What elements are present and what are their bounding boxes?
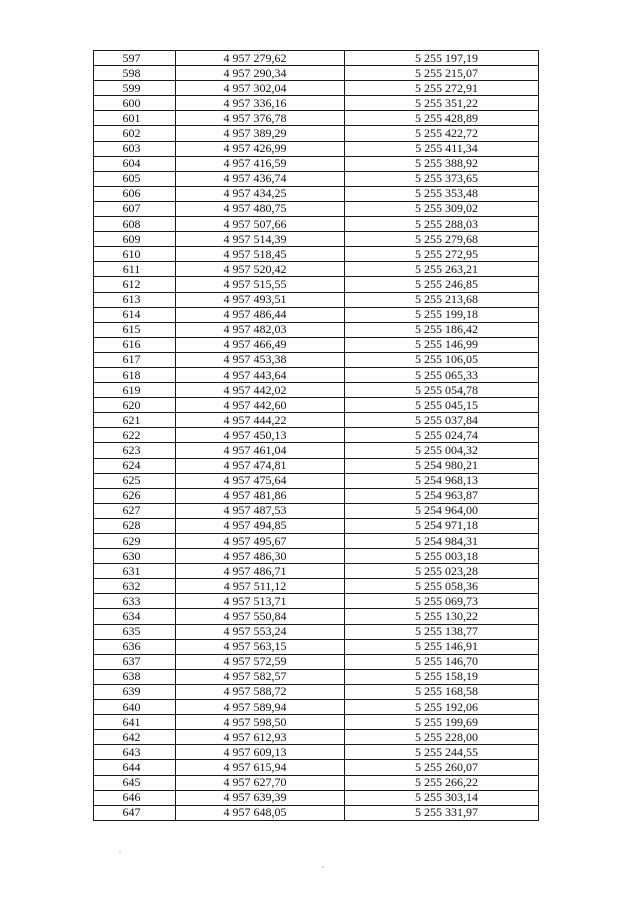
table-row — [94, 730, 539, 745]
point-number-cell: 625 — [94, 473, 176, 488]
point-number-cell: 639 — [94, 684, 176, 699]
y-coordinate-cell: 5 255 411,34 — [345, 141, 539, 156]
x-coordinate-cell: 4 957 486,71 — [176, 564, 345, 579]
table-row — [94, 715, 539, 730]
point-number-cell: 637 — [94, 654, 176, 669]
x-coordinate-cell: 4 957 627,70 — [176, 775, 345, 790]
x-coordinate-cell: 4 957 443,64 — [176, 367, 345, 382]
x-coordinate-cell: 4 957 376,78 — [176, 111, 345, 126]
x-coordinate-cell: 4 957 553,24 — [176, 624, 345, 639]
table-row — [94, 51, 539, 66]
x-coordinate-cell: 4 957 615,94 — [176, 760, 345, 775]
y-coordinate-cell: 5 254 971,18 — [345, 518, 539, 533]
table-row — [94, 111, 539, 126]
y-coordinate-cell: 5 255 373,65 — [345, 171, 539, 186]
table-row — [94, 201, 539, 216]
point-number-cell: 645 — [94, 775, 176, 790]
table-row — [94, 549, 539, 564]
point-number-cell: 628 — [94, 518, 176, 533]
table-row — [94, 518, 539, 533]
x-coordinate-cell: 4 957 486,44 — [176, 307, 345, 322]
point-number-cell: 634 — [94, 609, 176, 624]
table-row — [94, 352, 539, 367]
point-number-cell: 598 — [94, 66, 176, 81]
x-coordinate-cell: 4 957 648,05 — [176, 805, 345, 820]
x-coordinate-cell: 4 957 511,12 — [176, 579, 345, 594]
table-row — [94, 473, 539, 488]
point-number-cell: 636 — [94, 639, 176, 654]
table-row — [94, 564, 539, 579]
table-row — [94, 383, 539, 398]
y-coordinate-cell: 5 255 069,73 — [345, 594, 539, 609]
y-coordinate-cell: 5 255 054,78 — [345, 383, 539, 398]
y-coordinate-cell: 5 255 192,06 — [345, 700, 539, 715]
x-coordinate-cell: 4 957 494,85 — [176, 518, 345, 533]
x-coordinate-cell: 4 957 514,39 — [176, 232, 345, 247]
point-number-cell: 616 — [94, 337, 176, 352]
y-coordinate-cell: 5 255 215,07 — [345, 66, 539, 81]
table-row — [94, 247, 539, 262]
x-coordinate-cell: 4 957 453,38 — [176, 352, 345, 367]
table-row — [94, 428, 539, 443]
x-coordinate-cell: 4 957 550,84 — [176, 609, 345, 624]
table-row — [94, 684, 539, 699]
point-number-cell: 617 — [94, 352, 176, 367]
y-coordinate-cell: 5 255 266,22 — [345, 775, 539, 790]
y-coordinate-cell: 5 255 158,19 — [345, 669, 539, 684]
table-row — [94, 66, 539, 81]
point-number-cell: 641 — [94, 715, 176, 730]
y-coordinate-cell: 5 255 045,15 — [345, 398, 539, 413]
point-number-cell: 624 — [94, 458, 176, 473]
y-coordinate-cell: 5 255 244,55 — [345, 745, 539, 760]
table-row — [94, 775, 539, 790]
x-coordinate-cell: 4 957 520,42 — [176, 262, 345, 277]
point-number-cell: 600 — [94, 96, 176, 111]
x-coordinate-cell: 4 957 495,67 — [176, 534, 345, 549]
x-coordinate-cell: 4 957 487,53 — [176, 503, 345, 518]
y-coordinate-cell: 5 255 004,32 — [345, 443, 539, 458]
y-coordinate-cell: 5 255 303,14 — [345, 790, 539, 805]
table-row — [94, 398, 539, 413]
point-number-cell: 629 — [94, 534, 176, 549]
x-coordinate-cell: 4 957 434,25 — [176, 186, 345, 201]
table-row — [94, 156, 539, 171]
table-row — [94, 790, 539, 805]
point-number-cell: 621 — [94, 413, 176, 428]
table-row — [94, 624, 539, 639]
point-number-cell: 618 — [94, 367, 176, 382]
y-coordinate-cell: 5 255 422,72 — [345, 126, 539, 141]
y-coordinate-cell: 5 255 428,89 — [345, 111, 539, 126]
x-coordinate-cell: 4 957 444,22 — [176, 413, 345, 428]
x-coordinate-cell: 4 957 416,59 — [176, 156, 345, 171]
y-coordinate-cell: 5 255 058,36 — [345, 579, 539, 594]
table-row — [94, 700, 539, 715]
point-number-cell: 632 — [94, 579, 176, 594]
y-coordinate-cell: 5 254 968,13 — [345, 473, 539, 488]
y-coordinate-cell: 5 255 288,03 — [345, 217, 539, 232]
x-coordinate-cell: 4 957 589,94 — [176, 700, 345, 715]
point-number-cell: 612 — [94, 277, 176, 292]
point-number-cell: 611 — [94, 262, 176, 277]
x-coordinate-cell: 4 957 336,16 — [176, 96, 345, 111]
y-coordinate-cell: 5 254 980,21 — [345, 458, 539, 473]
x-coordinate-cell: 4 957 582,57 — [176, 669, 345, 684]
point-number-cell: 606 — [94, 186, 176, 201]
table-row — [94, 322, 539, 337]
point-number-cell: 615 — [94, 322, 176, 337]
table-row — [94, 805, 539, 820]
y-coordinate-cell: 5 255 272,95 — [345, 247, 539, 262]
x-coordinate-cell: 4 957 518,45 — [176, 247, 345, 262]
table-row — [94, 217, 539, 232]
point-number-cell: 635 — [94, 624, 176, 639]
coordinates-table — [93, 50, 539, 821]
y-coordinate-cell: 5 255 309,02 — [345, 201, 539, 216]
table-row — [94, 745, 539, 760]
point-number-cell: 619 — [94, 383, 176, 398]
table-row — [94, 232, 539, 247]
table-row — [94, 307, 539, 322]
y-coordinate-cell: 5 255 228,00 — [345, 730, 539, 745]
point-number-cell: 601 — [94, 111, 176, 126]
x-coordinate-cell: 4 957 436,74 — [176, 171, 345, 186]
y-coordinate-cell: 5 254 964,00 — [345, 503, 539, 518]
table-row — [94, 594, 539, 609]
x-coordinate-cell: 4 957 507,66 — [176, 217, 345, 232]
x-coordinate-cell: 4 957 513,71 — [176, 594, 345, 609]
coordinates-table-body — [94, 51, 539, 821]
y-coordinate-cell: 5 255 106,05 — [345, 352, 539, 367]
y-coordinate-cell: 5 255 186,42 — [345, 322, 539, 337]
y-coordinate-cell: 5 255 279,68 — [345, 232, 539, 247]
x-coordinate-cell: 4 957 588,72 — [176, 684, 345, 699]
point-number-cell: 638 — [94, 669, 176, 684]
y-coordinate-cell: 5 255 353,48 — [345, 186, 539, 201]
x-coordinate-cell: 4 957 474,81 — [176, 458, 345, 473]
x-coordinate-cell: 4 957 486,30 — [176, 549, 345, 564]
y-coordinate-cell: 5 255 197,19 — [345, 51, 539, 66]
y-coordinate-cell: 5 255 130,22 — [345, 609, 539, 624]
x-coordinate-cell: 4 957 493,51 — [176, 292, 345, 307]
table-row — [94, 488, 539, 503]
x-coordinate-cell: 4 957 572,59 — [176, 654, 345, 669]
y-coordinate-cell: 5 255 168,58 — [345, 684, 539, 699]
table-row — [94, 262, 539, 277]
point-number-cell: 597 — [94, 51, 176, 66]
table-row — [94, 186, 539, 201]
point-number-cell: 614 — [94, 307, 176, 322]
point-number-cell: 603 — [94, 141, 176, 156]
point-number-cell: 602 — [94, 126, 176, 141]
y-coordinate-cell: 5 255 146,91 — [345, 639, 539, 654]
y-coordinate-cell: 5 255 146,99 — [345, 337, 539, 352]
point-number-cell: 627 — [94, 503, 176, 518]
table-row — [94, 579, 539, 594]
table-row — [94, 141, 539, 156]
y-coordinate-cell: 5 255 003,18 — [345, 549, 539, 564]
x-coordinate-cell: 4 957 639,39 — [176, 790, 345, 805]
y-coordinate-cell: 5 255 023,28 — [345, 564, 539, 579]
point-number-cell: 626 — [94, 488, 176, 503]
y-coordinate-cell: 5 255 351,22 — [345, 96, 539, 111]
point-number-cell: 640 — [94, 700, 176, 715]
y-coordinate-cell: 5 255 037,84 — [345, 413, 539, 428]
table-row — [94, 609, 539, 624]
point-number-cell: 613 — [94, 292, 176, 307]
table-row — [94, 171, 539, 186]
x-coordinate-cell: 4 957 450,13 — [176, 428, 345, 443]
x-coordinate-cell: 4 957 482,03 — [176, 322, 345, 337]
x-coordinate-cell: 4 957 442,02 — [176, 383, 345, 398]
point-number-cell: 610 — [94, 247, 176, 262]
scan-speck — [322, 866, 324, 868]
x-coordinate-cell: 4 957 442,60 — [176, 398, 345, 413]
y-coordinate-cell: 5 255 272,91 — [345, 81, 539, 96]
table-row — [94, 367, 539, 382]
point-number-cell: 631 — [94, 564, 176, 579]
x-coordinate-cell: 4 957 461,04 — [176, 443, 345, 458]
y-coordinate-cell: 5 255 065,33 — [345, 367, 539, 382]
x-coordinate-cell: 4 957 475,64 — [176, 473, 345, 488]
x-coordinate-cell: 4 957 290,34 — [176, 66, 345, 81]
point-number-cell: 604 — [94, 156, 176, 171]
x-coordinate-cell: 4 957 389,29 — [176, 126, 345, 141]
table-row — [94, 534, 539, 549]
table-row — [94, 503, 539, 518]
x-coordinate-cell: 4 957 609,13 — [176, 745, 345, 760]
y-coordinate-cell: 5 255 024,74 — [345, 428, 539, 443]
table-row — [94, 96, 539, 111]
point-number-cell: 630 — [94, 549, 176, 564]
point-number-cell: 633 — [94, 594, 176, 609]
table-row — [94, 81, 539, 96]
y-coordinate-cell: 5 254 984,31 — [345, 534, 539, 549]
y-coordinate-cell: 5 255 388,92 — [345, 156, 539, 171]
x-coordinate-cell: 4 957 466,49 — [176, 337, 345, 352]
point-number-cell: 646 — [94, 790, 176, 805]
x-coordinate-cell: 4 957 598,50 — [176, 715, 345, 730]
point-number-cell: 609 — [94, 232, 176, 247]
x-coordinate-cell: 4 957 515,55 — [176, 277, 345, 292]
scan-speck — [119, 851, 121, 853]
x-coordinate-cell: 4 957 279,62 — [176, 51, 345, 66]
x-coordinate-cell: 4 957 612,93 — [176, 730, 345, 745]
y-coordinate-cell: 5 255 213,68 — [345, 292, 539, 307]
point-number-cell: 647 — [94, 805, 176, 820]
point-number-cell: 644 — [94, 760, 176, 775]
table-row — [94, 654, 539, 669]
point-number-cell: 599 — [94, 81, 176, 96]
point-number-cell: 623 — [94, 443, 176, 458]
point-number-cell: 643 — [94, 745, 176, 760]
table-row — [94, 458, 539, 473]
point-number-cell: 620 — [94, 398, 176, 413]
y-coordinate-cell: 5 255 199,18 — [345, 307, 539, 322]
table-row — [94, 337, 539, 352]
x-coordinate-cell: 4 957 563,15 — [176, 639, 345, 654]
y-coordinate-cell: 5 255 199,69 — [345, 715, 539, 730]
point-number-cell: 605 — [94, 171, 176, 186]
y-coordinate-cell: 5 255 246,85 — [345, 277, 539, 292]
y-coordinate-cell: 5 254 963,87 — [345, 488, 539, 503]
x-coordinate-cell: 4 957 302,04 — [176, 81, 345, 96]
point-number-cell: 607 — [94, 201, 176, 216]
table-row — [94, 443, 539, 458]
table-row — [94, 413, 539, 428]
x-coordinate-cell: 4 957 426,99 — [176, 141, 345, 156]
point-number-cell: 608 — [94, 217, 176, 232]
point-number-cell: 622 — [94, 428, 176, 443]
table-row — [94, 277, 539, 292]
y-coordinate-cell: 5 255 138,77 — [345, 624, 539, 639]
y-coordinate-cell: 5 255 331,97 — [345, 805, 539, 820]
table-row — [94, 760, 539, 775]
x-coordinate-cell: 4 957 480,75 — [176, 201, 345, 216]
y-coordinate-cell: 5 255 146,70 — [345, 654, 539, 669]
table-row — [94, 669, 539, 684]
table-row — [94, 292, 539, 307]
y-coordinate-cell: 5 255 260,07 — [345, 760, 539, 775]
x-coordinate-cell: 4 957 481,86 — [176, 488, 345, 503]
y-coordinate-cell: 5 255 263,21 — [345, 262, 539, 277]
point-number-cell: 642 — [94, 730, 176, 745]
table-row — [94, 126, 539, 141]
table-row — [94, 639, 539, 654]
